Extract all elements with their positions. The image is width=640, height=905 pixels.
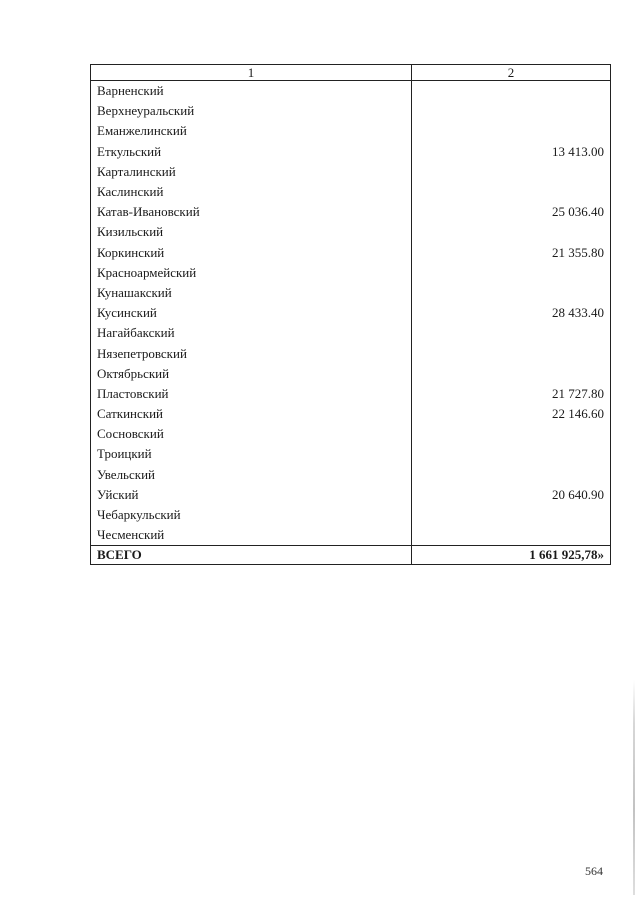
table-header-row: [91, 65, 611, 81]
district-amount: [412, 121, 611, 141]
table-row: [91, 525, 611, 546]
page-number: 564: [585, 864, 603, 878]
district-name: Октябрьский: [91, 364, 412, 384]
table-row: [91, 505, 611, 525]
district-name: Коркинский: [91, 243, 412, 263]
district-name: Нагайбакский: [91, 323, 412, 343]
table-row: [91, 101, 611, 121]
district-name: Чесменский: [91, 525, 412, 546]
district-name: Красноармейский: [91, 263, 412, 283]
district-name: Саткинский: [91, 404, 412, 424]
district-name: Кунашакский: [91, 283, 412, 303]
column-header-2: 2: [412, 65, 611, 81]
column-header-1: 1: [91, 65, 412, 81]
total-label: ВСЕГО: [91, 546, 412, 565]
district-amount: [412, 283, 611, 303]
district-name: Уйский: [91, 485, 412, 505]
table-row: [91, 121, 611, 141]
district-amount: [412, 525, 611, 546]
table-row: [91, 222, 611, 242]
district-amount: [412, 162, 611, 182]
district-name: Варненский: [91, 81, 412, 102]
district-name: Катав-Ивановский: [91, 202, 412, 222]
district-amount: [412, 465, 611, 485]
district-name: Карталинский: [91, 162, 412, 182]
district-name: Троицкий: [91, 444, 412, 464]
table-row: [91, 283, 611, 303]
district-amount: 22 146.60: [412, 404, 611, 424]
table-row: [91, 485, 611, 505]
district-name: Кусинский: [91, 303, 412, 323]
table-row: [91, 323, 611, 343]
total-value: 1 661 925,78»: [412, 546, 611, 565]
district-amount: [412, 444, 611, 464]
table-row: [91, 444, 611, 464]
district-amount: [412, 364, 611, 384]
district-name: Чебаркульский: [91, 505, 412, 525]
district-amount: 28 433.40: [412, 303, 611, 323]
district-name: Пластовский: [91, 384, 412, 404]
district-name: Кизильский: [91, 222, 412, 242]
table-row: [91, 384, 611, 404]
district-amount: 21 727.80: [412, 384, 611, 404]
table-row: [91, 81, 611, 102]
table-row: [91, 424, 611, 444]
district-name: Еманжелинский: [91, 121, 412, 141]
district-name: Еткульский: [91, 142, 412, 162]
table-row: [91, 243, 611, 263]
district-amount: [412, 222, 611, 242]
district-name: Верхнеуральский: [91, 101, 412, 121]
table-body: [91, 81, 611, 546]
scan-edge-shadow: [633, 680, 635, 895]
district-amount: [412, 101, 611, 121]
district-amount: 21 355.80: [412, 243, 611, 263]
district-name: Каслинский: [91, 182, 412, 202]
district-amount: [412, 343, 611, 363]
table-row: [91, 182, 611, 202]
total-row: [91, 546, 611, 565]
table-row: [91, 465, 611, 485]
table-row: [91, 364, 611, 384]
district-amount: 20 640.90: [412, 485, 611, 505]
district-name: Увельский: [91, 465, 412, 485]
district-amount: [412, 182, 611, 202]
table-row: [91, 303, 611, 323]
district-amount: [412, 424, 611, 444]
district-amount: [412, 263, 611, 283]
district-amount: [412, 323, 611, 343]
district-amounts-table: [90, 64, 611, 565]
district-name: Сосновский: [91, 424, 412, 444]
table-row: [91, 343, 611, 363]
table-row: [91, 142, 611, 162]
district-amount: 13 413.00: [412, 142, 611, 162]
table-row: [91, 404, 611, 424]
table-row: [91, 263, 611, 283]
table-row: [91, 162, 611, 182]
district-amount: [412, 505, 611, 525]
district-amount: 25 036.40: [412, 202, 611, 222]
table-row: [91, 202, 611, 222]
district-name: Нязепетровский: [91, 343, 412, 363]
district-amount: [412, 81, 611, 102]
